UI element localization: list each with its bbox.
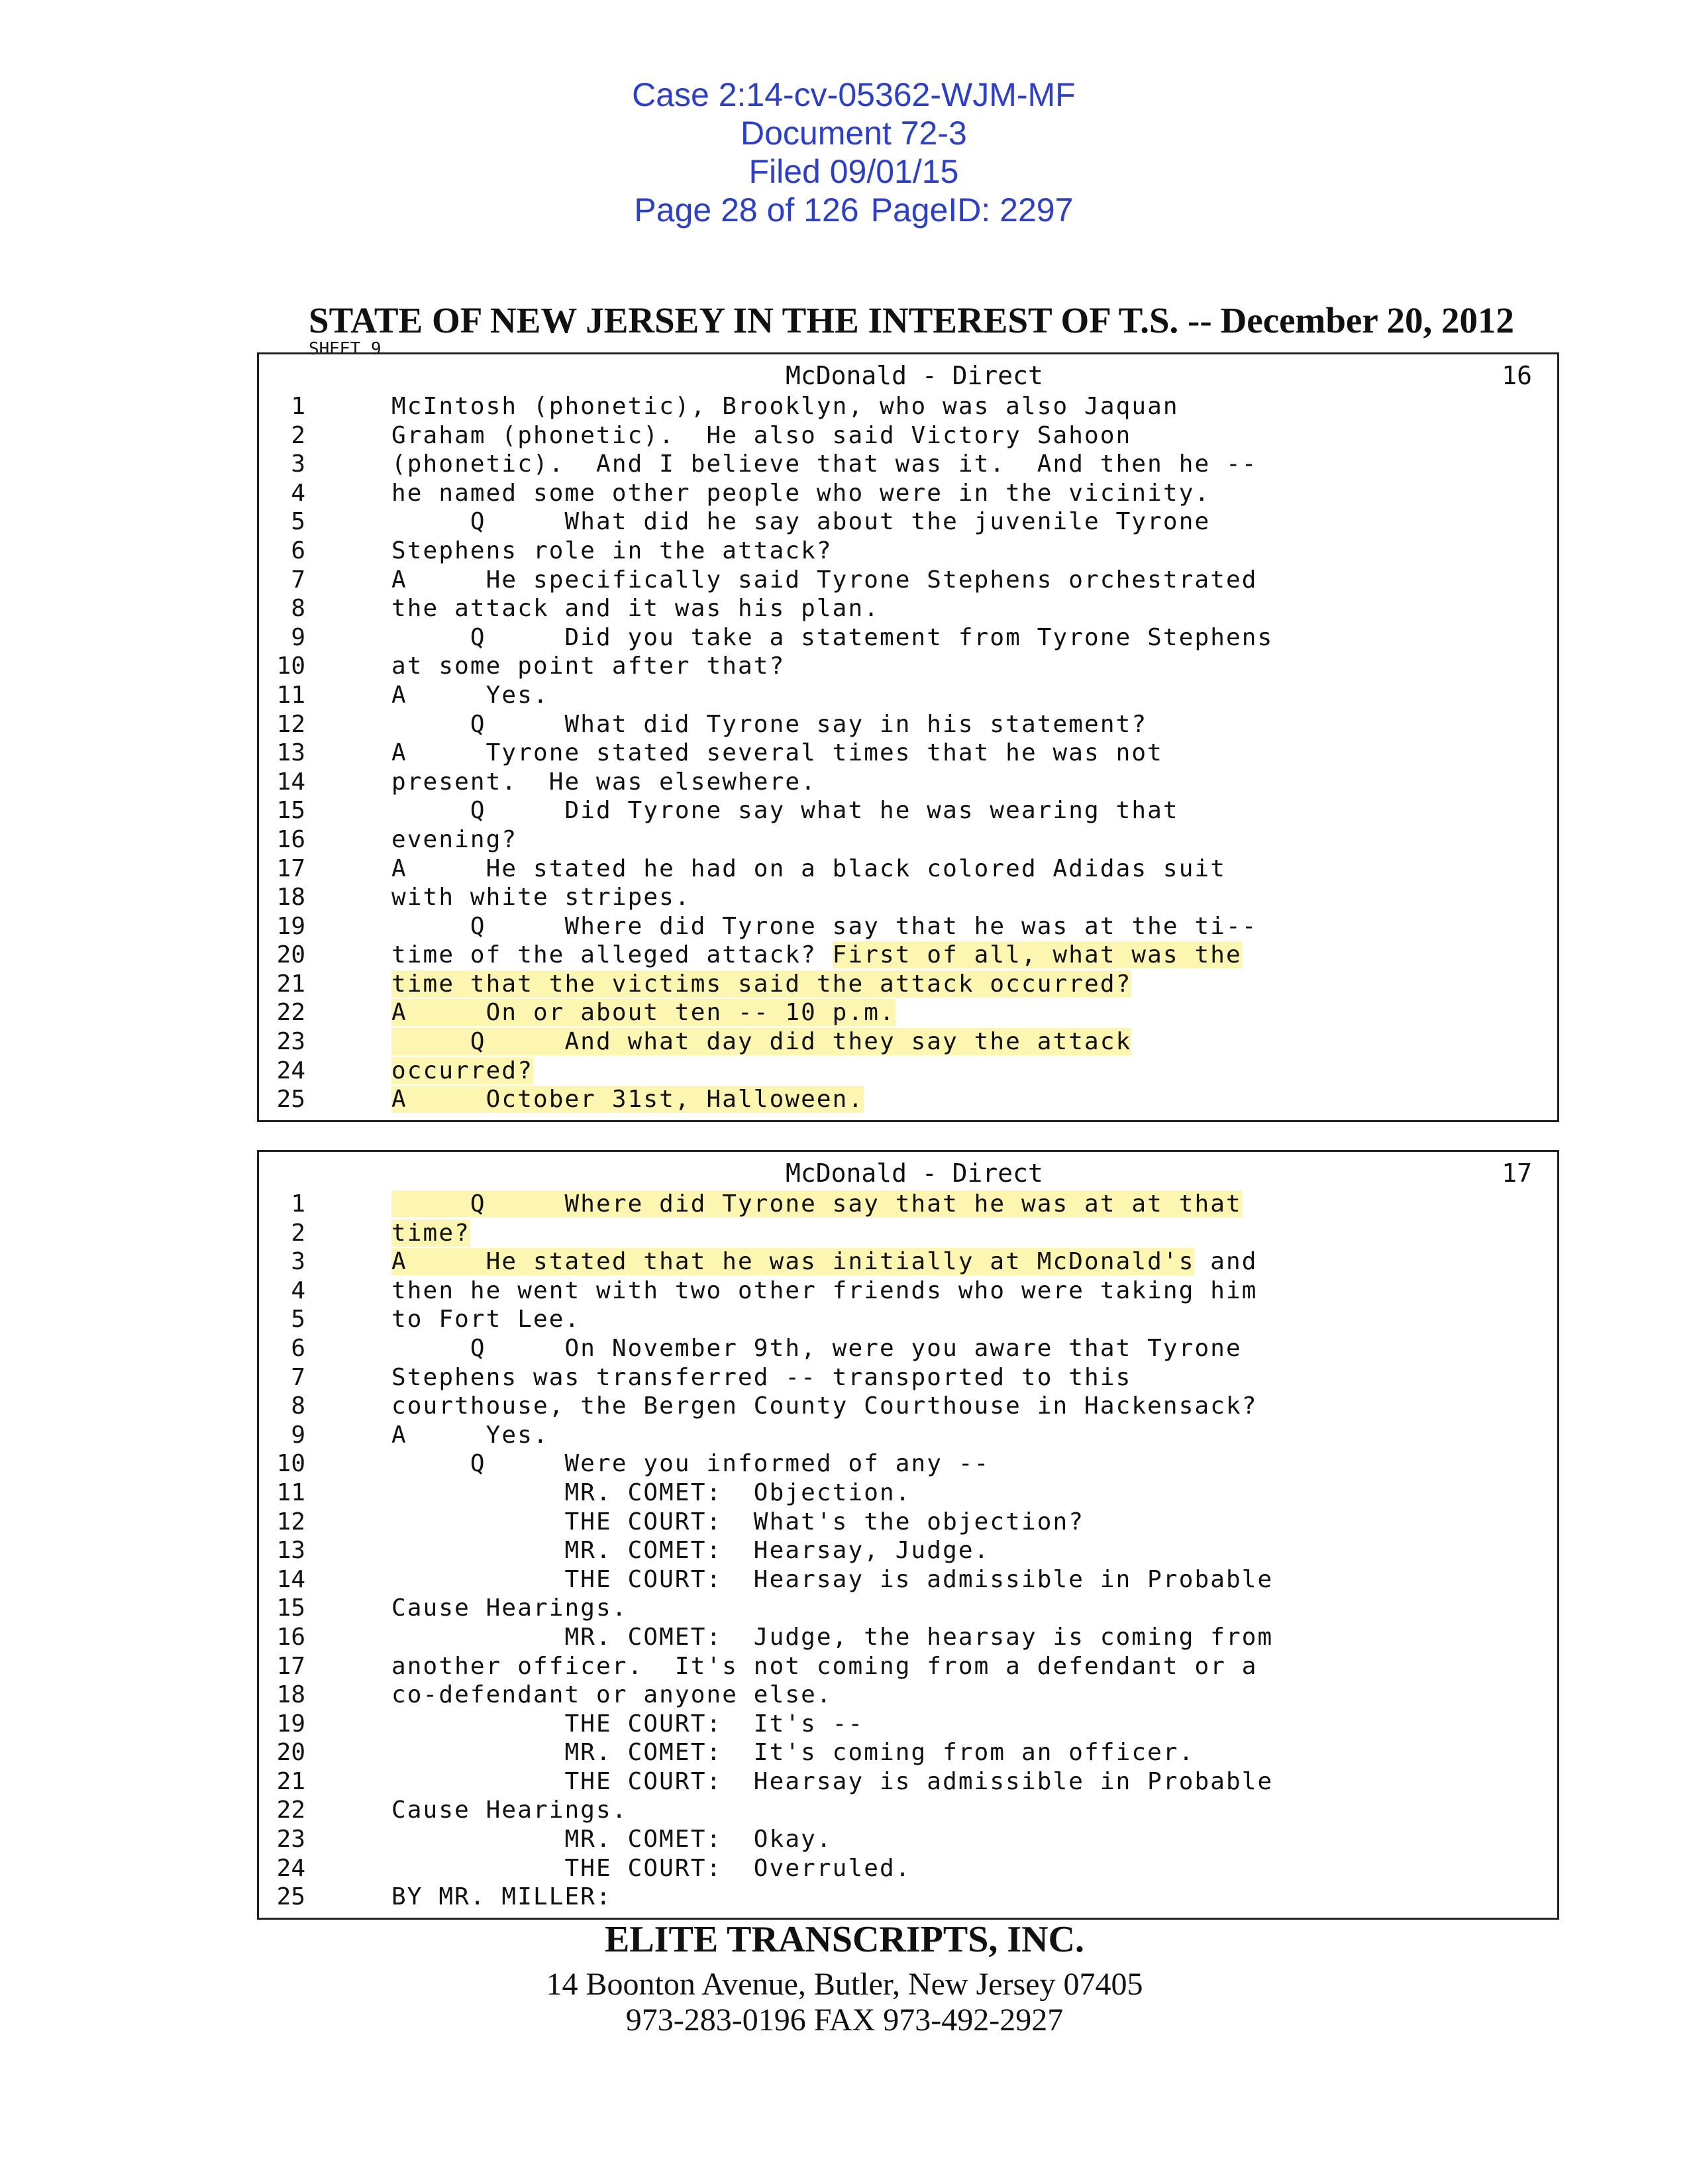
line-number: 4 bbox=[291, 479, 305, 507]
line-number: 11 bbox=[276, 681, 305, 709]
line-number: 14 bbox=[276, 768, 305, 796]
transcript-line bbox=[259, 390, 1557, 419]
line-text bbox=[391, 1028, 1131, 1055]
line-text bbox=[391, 1624, 1273, 1651]
transcript-line bbox=[259, 1188, 1557, 1217]
transcript-line bbox=[259, 448, 1557, 477]
line-text-plain: McIntosh (phonetic), Brooklyn, who was also Jaquan bbox=[391, 393, 1179, 420]
transcript-line bbox=[259, 1332, 1557, 1361]
line-text-plain: co-defendant or anyone else. bbox=[391, 1681, 833, 1709]
line-number: 10 bbox=[276, 1450, 305, 1478]
transcript-line bbox=[259, 794, 1557, 823]
transcript-line bbox=[259, 1708, 1557, 1737]
line-text-plain: with white stripes. bbox=[391, 884, 691, 911]
line-number: 18 bbox=[276, 1681, 305, 1709]
transcript-line bbox=[259, 1390, 1557, 1419]
transcript-line bbox=[259, 910, 1557, 939]
line-text-plain: THE COURT: What's the objection? bbox=[391, 1508, 1085, 1535]
transcript-line bbox=[259, 1217, 1557, 1246]
transcript-caption: STATE OF NEW JERSEY IN THE INTEREST OF T.S. -- bbox=[309, 300, 1212, 340]
line-text bbox=[391, 1653, 1258, 1680]
line-number: 9 bbox=[291, 623, 305, 651]
transcript-line bbox=[259, 1794, 1557, 1823]
line-text-plain: Graham (phonetic). He also said Victory Sahoon bbox=[391, 421, 1132, 449]
line-number: 5 bbox=[291, 508, 305, 536]
line-text-plain: the attack and it was his plan. bbox=[391, 595, 880, 623]
line-number: 14 bbox=[276, 1565, 305, 1593]
line-text-plain: Q What did he say about the juvenile Tyrone bbox=[391, 508, 1211, 536]
transcript-line bbox=[259, 1736, 1557, 1765]
transcript-line bbox=[259, 1303, 1557, 1332]
line-text bbox=[391, 1796, 628, 1824]
line-text-plain: MR. COMET: Objection. bbox=[391, 1479, 911, 1506]
line-text bbox=[391, 1826, 833, 1853]
highlighted-text: A On or about ten -- 10 p.m. bbox=[391, 999, 896, 1027]
line-text bbox=[391, 450, 1258, 478]
line-number: 7 bbox=[291, 1363, 305, 1391]
transcript-line bbox=[259, 737, 1557, 766]
line-text-plain: A Yes. bbox=[391, 681, 549, 709]
line-text-plain: he named some other people who were in the vicinity. bbox=[391, 479, 1211, 507]
highlighted-text: time that the victims said the attack occurred? bbox=[391, 970, 1132, 998]
line-text-plain: (phonetic). And I believe that was it. And then he -- bbox=[391, 450, 1258, 478]
line-text-plain: Cause Hearings. bbox=[391, 1594, 628, 1622]
reporter-address: 14 Boonton Avenue, Butler, New Jersey 07405 bbox=[546, 1967, 1143, 2002]
transcript-line bbox=[259, 621, 1557, 650]
line-text bbox=[391, 711, 1147, 738]
page-header bbox=[259, 361, 1557, 388]
line-text-plain: A Yes. bbox=[391, 1421, 549, 1449]
highlighted-text: A October 31st, Halloween. bbox=[391, 1086, 864, 1114]
case-header bbox=[0, 37, 1689, 229]
witness-heading: McDonald - Direct bbox=[786, 1159, 1043, 1188]
transcript-page-number: 16 bbox=[1502, 361, 1532, 390]
sheet-number: SHEET 9 bbox=[309, 339, 382, 359]
transcript-line bbox=[259, 1477, 1557, 1506]
case-number: Case 2:14-cv-05362-WJM-MF bbox=[632, 76, 1076, 113]
line-text-plain: then he went with two other friends who were taking him bbox=[391, 1276, 1258, 1304]
line-text-plain: THE COURT: Overruled. bbox=[391, 1854, 911, 1882]
line-number: 4 bbox=[291, 1276, 305, 1304]
line-text-plain: THE COURT: Hearsay is admissible in Probable bbox=[391, 1767, 1274, 1795]
line-text-plain: courthouse, the Bergen County Courthouse in Hackensack? bbox=[391, 1392, 1258, 1420]
line-text-plain: to Fort Lee. bbox=[391, 1306, 581, 1333]
line-number: 21 bbox=[276, 970, 305, 998]
line-text bbox=[391, 1450, 990, 1477]
line-text bbox=[391, 999, 896, 1026]
page-header bbox=[259, 1159, 1557, 1188]
line-number: 21 bbox=[276, 1767, 305, 1795]
transcript-line bbox=[259, 1274, 1557, 1304]
line-text bbox=[391, 652, 785, 680]
highlighted-text: First of all, what was the bbox=[832, 941, 1242, 969]
line-text bbox=[391, 1086, 864, 1113]
transcript-page-17 bbox=[257, 1150, 1559, 1920]
transcript-page-number: 17 bbox=[1502, 1159, 1532, 1188]
transcript-line bbox=[259, 650, 1557, 679]
transcript-line bbox=[259, 1055, 1557, 1084]
line-number: 6 bbox=[291, 1334, 305, 1362]
transcript-line bbox=[259, 564, 1557, 593]
transcript-line bbox=[259, 1592, 1557, 1621]
line-number: 25 bbox=[276, 1086, 305, 1114]
line-number: 8 bbox=[291, 1392, 305, 1420]
line-number: 9 bbox=[291, 1421, 305, 1449]
line-number: 22 bbox=[276, 1796, 305, 1824]
line-number: 6 bbox=[291, 537, 305, 564]
line-text-plain: Q What did Tyrone say in his statement? bbox=[391, 710, 1148, 738]
transcript-line bbox=[259, 881, 1557, 910]
line-text bbox=[391, 1479, 911, 1506]
line-number: 3 bbox=[291, 1248, 305, 1276]
transcript-lines bbox=[259, 390, 1557, 1112]
line-text bbox=[391, 1739, 1194, 1766]
transcript-line bbox=[259, 1447, 1557, 1477]
line-text-plain: time of the alleged attack? bbox=[391, 941, 833, 969]
line-text bbox=[391, 1248, 1258, 1275]
line-text bbox=[391, 797, 1179, 824]
transcript-line bbox=[259, 1852, 1557, 1881]
line-number: 12 bbox=[276, 710, 305, 738]
line-text bbox=[391, 1422, 549, 1449]
highlighted-text: time? bbox=[391, 1219, 470, 1247]
line-text bbox=[391, 393, 1179, 420]
transcript-line bbox=[259, 1506, 1557, 1535]
line-number: 11 bbox=[276, 1479, 305, 1506]
witness-heading: McDonald - Direct bbox=[786, 361, 1043, 390]
line-text bbox=[391, 508, 1210, 535]
line-text-plain: Stephens was transferred -- transported to this bbox=[391, 1363, 1132, 1391]
transcript-line bbox=[259, 1083, 1557, 1112]
line-number: 22 bbox=[276, 999, 305, 1027]
line-text-plain: THE COURT: It's -- bbox=[391, 1710, 864, 1738]
hearing-date: December 20, 2012 bbox=[1220, 300, 1514, 340]
transcript-line bbox=[259, 1650, 1557, 1679]
transcript-line bbox=[259, 766, 1557, 795]
transcript-line bbox=[259, 939, 1557, 968]
line-number: 3 bbox=[291, 450, 305, 478]
line-text-plain: Q Where did Tyrone say that he was at the ti-- bbox=[391, 912, 1258, 940]
line-number: 15 bbox=[276, 797, 305, 825]
transcript-line bbox=[259, 1679, 1557, 1708]
line-number: 12 bbox=[276, 1508, 305, 1535]
line-text bbox=[391, 624, 1273, 651]
line-text bbox=[391, 826, 517, 853]
line-text-tail: and bbox=[1194, 1248, 1258, 1276]
line-text-plain: Q On November 9th, were you aware that Tyrone bbox=[391, 1334, 1242, 1362]
line-text bbox=[391, 480, 1210, 507]
line-number: 16 bbox=[276, 1623, 305, 1651]
line-number: 20 bbox=[276, 1739, 305, 1767]
line-number: 8 bbox=[291, 595, 305, 623]
highlighted-text: A He stated that he was initially at McDonald's bbox=[391, 1248, 1195, 1276]
transcript-line bbox=[259, 853, 1557, 882]
line-text bbox=[391, 1508, 1084, 1535]
line-text bbox=[391, 1277, 1258, 1304]
line-number: 20 bbox=[276, 941, 305, 969]
line-text bbox=[391, 422, 1131, 449]
transcript-line bbox=[259, 1765, 1557, 1794]
line-text-plain: THE COURT: Hearsay is admissible in Probable bbox=[391, 1565, 1274, 1593]
transcript-line bbox=[259, 1025, 1557, 1055]
line-text-plain: at some point after that? bbox=[391, 652, 786, 680]
transcript-line bbox=[259, 477, 1557, 506]
line-text-plain: A He stated he had on a black colored Adidas suit bbox=[391, 855, 1227, 882]
line-number: 1 bbox=[291, 1190, 305, 1218]
line-text bbox=[391, 855, 1226, 882]
reporter-phone: 973-283-0196 FAX 973-492-2927 bbox=[625, 2002, 1064, 2038]
line-number: 2 bbox=[291, 1219, 305, 1247]
line-number: 18 bbox=[276, 884, 305, 911]
highlighted-text: Q Where did Tyrone say that he was at at that bbox=[391, 1190, 1242, 1218]
line-text bbox=[391, 537, 833, 564]
line-number: 17 bbox=[276, 1652, 305, 1680]
line-text-plain: Q Did Tyrone say what he was wearing that bbox=[391, 797, 1179, 825]
line-text-plain: MR. COMET: Judge, the hearsay is coming from bbox=[391, 1623, 1274, 1651]
transcript-line bbox=[259, 1245, 1557, 1274]
line-text bbox=[391, 1566, 1273, 1593]
line-text bbox=[391, 970, 1131, 998]
line-text bbox=[391, 566, 1258, 594]
transcript-line bbox=[259, 592, 1557, 621]
line-text-plain: MR. COMET: Okay. bbox=[391, 1826, 833, 1853]
highlighted-text: occurred? bbox=[391, 1057, 533, 1084]
line-number: 13 bbox=[276, 1537, 305, 1565]
line-text-plain: another officer. It's not coming from a defendant or a bbox=[391, 1652, 1258, 1680]
line-text bbox=[391, 1681, 833, 1708]
line-text-plain: present. He was elsewhere. bbox=[391, 768, 817, 796]
line-number: 23 bbox=[276, 1028, 305, 1056]
transcript-title bbox=[309, 299, 1514, 341]
line-text-plain: A Tyrone stated several times that he was not bbox=[391, 739, 1163, 767]
transcript-page-16 bbox=[257, 352, 1559, 1122]
line-text bbox=[391, 1392, 1258, 1420]
line-text bbox=[391, 1883, 612, 1910]
line-text bbox=[391, 1855, 911, 1882]
line-text-plain: MR. COMET: Hearsay, Judge. bbox=[391, 1537, 990, 1565]
line-number: 1 bbox=[291, 393, 305, 420]
transcript-lines bbox=[259, 1188, 1557, 1910]
line-text bbox=[391, 682, 549, 709]
page-count: Page 28 of 126 bbox=[634, 191, 859, 229]
reporter-name: ELITE TRANSCRIPTS, INC. bbox=[604, 1919, 1085, 1960]
line-text bbox=[391, 1594, 628, 1622]
filed-date: Filed 09/01/15 bbox=[748, 153, 959, 190]
line-number: 15 bbox=[276, 1594, 305, 1622]
transcript-line bbox=[259, 505, 1557, 535]
transcript-line bbox=[259, 1563, 1557, 1592]
transcript-line bbox=[259, 1823, 1557, 1852]
line-number: 24 bbox=[276, 1854, 305, 1882]
line-text bbox=[391, 1220, 470, 1247]
line-text bbox=[391, 1190, 1242, 1218]
line-text-plain: Q Were you informed of any -- bbox=[391, 1450, 990, 1478]
transcript-line bbox=[259, 708, 1557, 737]
line-text-plain: Cause Hearings. bbox=[391, 1796, 628, 1824]
line-number: 25 bbox=[276, 1883, 305, 1911]
line-number: 17 bbox=[276, 855, 305, 882]
transcript-line bbox=[259, 968, 1557, 997]
line-text bbox=[391, 595, 880, 622]
line-text-plain: Stephens role in the attack? bbox=[391, 537, 833, 564]
line-text bbox=[391, 1364, 1131, 1391]
transcript-line bbox=[259, 1881, 1557, 1910]
line-number: 7 bbox=[291, 566, 305, 594]
line-text bbox=[391, 768, 817, 796]
transcript-line bbox=[259, 679, 1557, 708]
line-number: 16 bbox=[276, 825, 305, 853]
line-number: 13 bbox=[276, 739, 305, 767]
line-number: 10 bbox=[276, 652, 305, 680]
line-text bbox=[391, 913, 1258, 940]
transcript-line bbox=[259, 1621, 1557, 1650]
line-text bbox=[391, 1537, 990, 1564]
transcript-line bbox=[259, 535, 1557, 564]
transcript-line bbox=[259, 419, 1557, 448]
line-text bbox=[391, 1768, 1273, 1795]
line-text bbox=[391, 884, 691, 911]
line-text-plain: A He specifically said Tyrone Stephens orchestrated bbox=[391, 566, 1258, 594]
line-number: 24 bbox=[276, 1057, 305, 1084]
line-number: 19 bbox=[276, 912, 305, 940]
line-text-plain: BY MR. MILLER: bbox=[391, 1883, 612, 1911]
line-text bbox=[391, 739, 1163, 766]
line-number: 5 bbox=[291, 1306, 305, 1333]
page-id: PageID: 2297 bbox=[870, 191, 1074, 229]
line-text bbox=[391, 1306, 580, 1333]
transcript-line bbox=[259, 1419, 1557, 1448]
line-text bbox=[391, 941, 1242, 968]
line-number: 2 bbox=[291, 421, 305, 449]
line-number: 19 bbox=[276, 1710, 305, 1738]
line-text bbox=[391, 1057, 533, 1084]
line-text-plain: MR. COMET: It's coming from an officer. bbox=[391, 1739, 1195, 1767]
transcript-line bbox=[259, 996, 1557, 1025]
transcript-line bbox=[259, 1361, 1557, 1390]
line-number: 23 bbox=[276, 1826, 305, 1853]
line-text bbox=[391, 1710, 864, 1738]
transcript-line bbox=[259, 823, 1557, 853]
line-text bbox=[391, 1335, 1242, 1362]
document-number: Document 72-3 bbox=[740, 115, 967, 152]
line-text-plain: evening? bbox=[391, 825, 518, 853]
highlighted-text: Q And what day did they say the attack bbox=[391, 1028, 1132, 1056]
transcript-line bbox=[259, 1534, 1557, 1563]
line-text-plain: Q Did you take a statement from Tyrone Stephens bbox=[391, 623, 1274, 651]
